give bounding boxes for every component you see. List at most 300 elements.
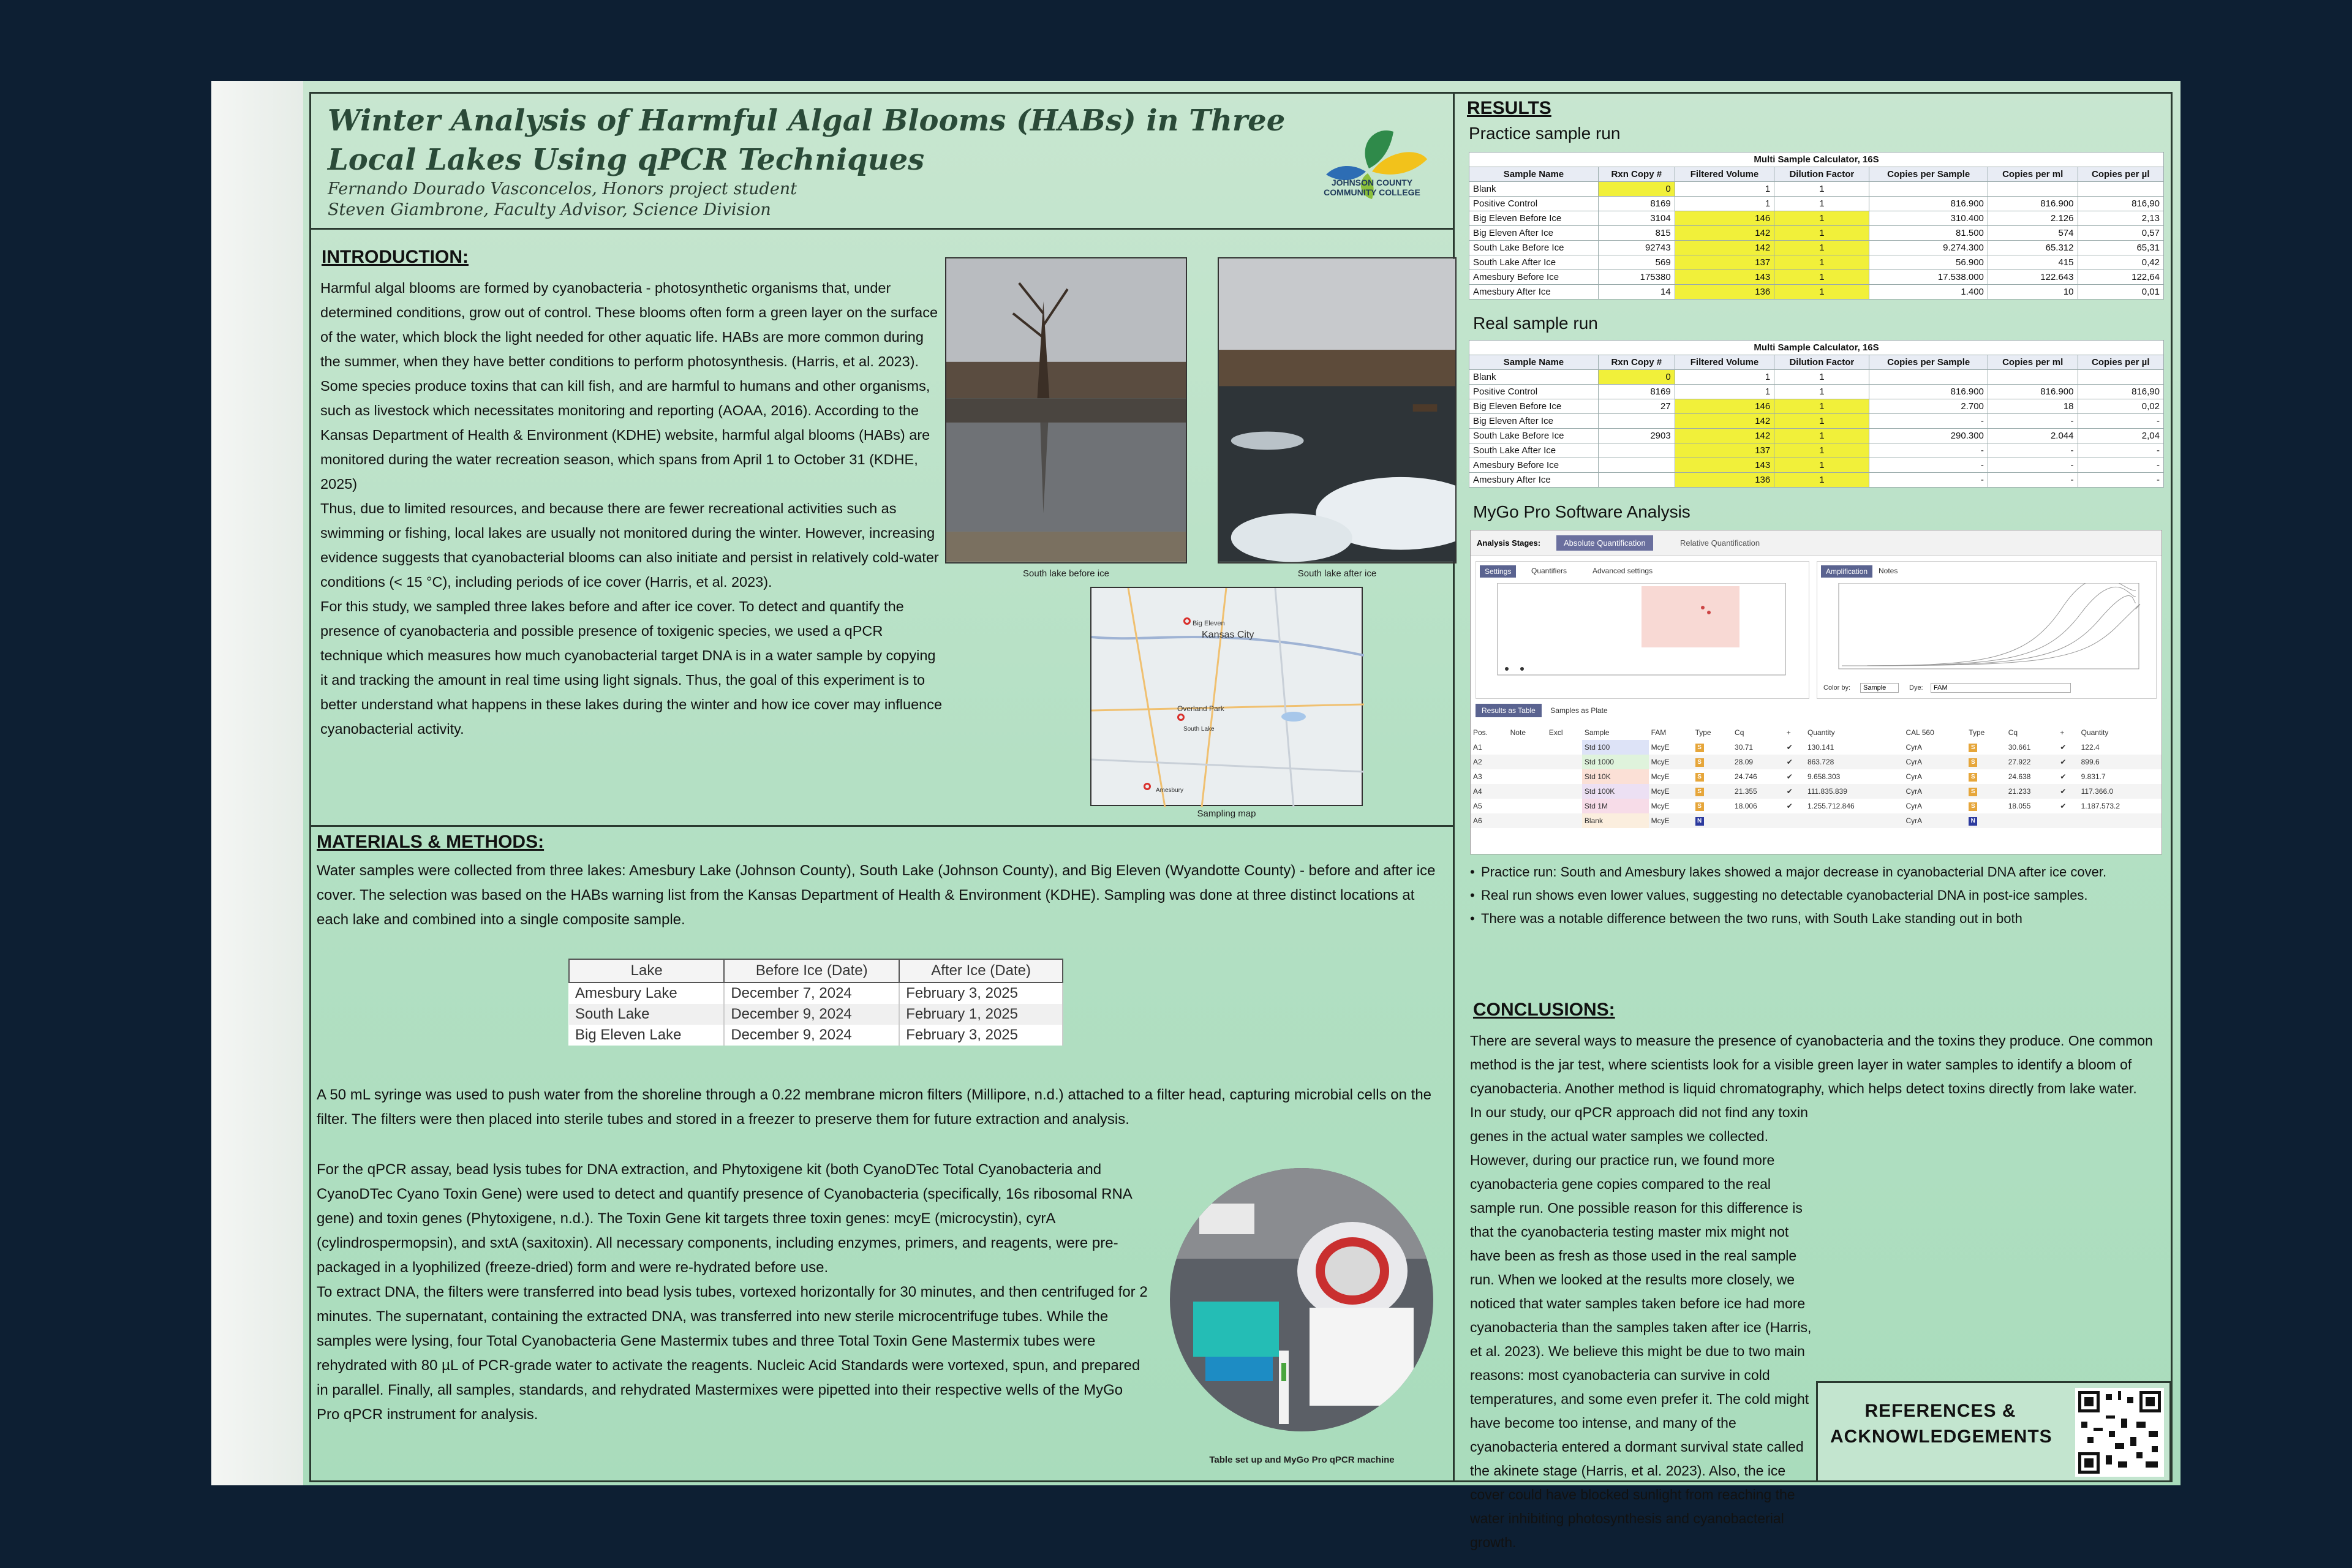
table-cell: 1.187.573.2 [2081,802,2120,810]
methods-intro-text: Water samples were collected from three lakes: Amesbury Lake (Johnson County), South Lake (Johnson County), and Big Eleven (Wyandotte County) - before and after ice cover. The selection was based on the HABs warning list from the Kansas Department of Health & Environment (KDHE). Sampling was done at three distinct locations at each lake and combined into a single composite sample. [317,862,1436,928]
table-cell: 1 [1774,385,1869,399]
type-badge: S [1969,788,1977,796]
table-cell: 24.638 [2008,772,2031,781]
table-cell [1598,443,1675,458]
type-badge: N [1695,817,1704,826]
table-cell: 816.900 [1988,385,2078,399]
table-cell: December 7, 2024 [724,982,899,1004]
table-cell: 0,02 [2078,399,2164,414]
lake-table-header: After Ice (Date) [899,959,1063,982]
table-cell [1508,740,1547,755]
sampling-map [1090,587,1363,806]
table-cell: 816.900 [1869,385,1988,399]
tab-results-as-table: Results as Table [1476,704,1542,717]
table-cell: 1 [1774,197,1869,211]
methods-heading: MATERIALS & METHODS: [317,832,545,852]
table-cell: 137 [1675,255,1774,270]
settings-panel [1476,561,1809,699]
calc-header: Copies per µl [2078,355,2164,370]
table-cell: - [1988,443,2078,458]
software-results-header [1471,725,2162,740]
table-cell [2079,813,2162,828]
software-header-cell: + [1786,728,1791,737]
table-row [1469,255,2164,270]
table-cell: Std 100 [1582,740,1649,755]
table-row [1469,370,2164,385]
table-cell: ✔ [1784,784,1805,799]
map-label-big-eleven: Big Eleven [1193,620,1225,627]
table-cell: South Lake [569,1004,724,1025]
table-cell: 2903 [1598,429,1675,443]
table-cell: 30.661 [2008,743,2031,752]
map-label-amesbury: Amesbury [1156,787,1184,794]
calc-header: Sample Name [1469,355,1599,370]
table-cell: CyrA [1903,784,1966,799]
table-cell [1966,784,2005,799]
table-cell: McyE [1649,755,1693,769]
table-cell: A5 [1473,802,1482,810]
table-cell: - [2078,443,2164,458]
table-cell: 27.922 [2006,755,2058,769]
table-cell: 0,42 [2078,255,2164,270]
tab-absolute-quantification: Absolute Quantification [1556,535,1653,551]
results-bullet-1: • Practice run: South and Amesbury lakes showed a major decrease in cyanobacterial DNA after ice cover. [1470,861,2168,884]
table-cell [1547,740,1582,755]
table-cell: CyrA [1903,755,1966,769]
table-cell: 143 [1675,270,1774,285]
table-cell: 9.831.7 [2081,772,2106,781]
tab-samples-as-plate: Samples as Plate [1550,706,1608,715]
lake-table-header: Before Ice (Date) [724,959,899,982]
analysis-stages-label: Analysis Stages: [1477,538,1541,548]
results-bullets [1470,861,2168,930]
table-cell [1869,370,1988,385]
calc-caption: Multi Sample Calculator, 16S [1469,153,2164,167]
table-row [1469,399,2164,414]
software-header-cell: Note [1510,728,1526,737]
table-cell: 111.835.839 [1805,784,1904,799]
amplification-button: Amplification [1821,565,1872,578]
table-cell: 21.355 [1732,784,1784,799]
table-cell [1693,740,1732,755]
table-cell: 310.400 [1869,211,1988,226]
table-cell: 899.6 [2079,755,2162,769]
table-cell [1966,769,2005,784]
software-header-cell: Pos. [1473,728,1488,737]
table-cell: 142 [1675,414,1774,429]
table-cell: CyrA [1905,743,1923,752]
table-row[interactable] [1471,799,2162,813]
methods-qpcr-text [317,1158,1150,1427]
tab-relative-quantification: Relative Quantification [1680,538,1760,548]
table-cell: A4 [1471,784,1508,799]
table-row [1469,429,2164,443]
table-cell: 136 [1675,285,1774,300]
table-cell: Amesbury After Ice [1469,473,1599,488]
qr-code-icon[interactable] [2075,1388,2164,1477]
software-results-body [1471,740,2162,828]
real-run-table [1469,340,2164,488]
table-cell: 1 [1774,370,1869,385]
table-cell [1805,813,1904,828]
table-row [1469,241,2164,255]
software-header-cell: Cq [1735,728,1744,737]
results-bullet-2: • Real run shows even lower values, suggesting no detectable cyanobacterial DNA in post-ice samples. [1470,884,2168,907]
table-row [569,982,1063,1004]
table-cell: February 3, 2025 [899,1025,1063,1046]
table-cell: 816,90 [2078,197,2164,211]
table-row[interactable] [1471,784,2162,799]
author-advisor: Steven Giambrone, Faculty Advisor, Science Division [328,200,771,219]
table-row [1469,182,2164,197]
table-cell: 137 [1675,443,1774,458]
type-badge: S [1969,773,1977,782]
real-table-body [1469,370,2164,488]
lake-table-header-row [569,959,1063,982]
table-row [1469,385,2164,399]
intro-paragraph-1: Harmful algal blooms are formed by cyanobacteria - photosynthetic organisms that, under determined conditions, grow out of control. These blooms often form a green layer on the surface of the water, which block the light needed for other aquatic life. HABs are more common during the summer, when they have better conditions to perform photosynthesis. (Harris, et al. 2023). [320,280,938,369]
table-cell: Blank [1469,182,1599,197]
table-cell: Std 1M [1582,799,1649,813]
table-cell: Blank [1469,370,1599,385]
table-cell: ✔ [2060,743,2067,752]
software-header-cell: Excl [1548,728,1563,737]
table-cell [1966,799,2005,813]
map-pin-south-lake [1177,714,1185,721]
table-cell: Amesbury Before Ice [1469,458,1599,473]
table-cell: ✔ [1786,743,1793,752]
table-cell: 0,01 [2078,285,2164,300]
real-table-header-row [1469,355,2164,370]
table-cell: 136 [1675,473,1774,488]
south-lake-before-ice-photo [945,257,1187,564]
college-logo-text: JOHNSON COUNTY COMMUNITY COLLEGE [1324,178,1420,197]
type-badge: S [1969,744,1977,752]
table-cell: 815 [1598,226,1675,241]
table-cell: Std 100K [1582,784,1649,799]
table-cell: 1 [1774,399,1869,414]
table-row[interactable] [1471,813,2162,828]
table-cell: ✔ [2060,802,2067,810]
calc-header: Filtered Volume [1675,167,1774,182]
table-cell: 1 [1774,255,1869,270]
table-cell: December 9, 2024 [724,1025,899,1046]
caption-sampling-map: Sampling map [1197,809,1256,819]
table-cell [1508,813,1547,828]
table-cell: 0,57 [2078,226,2164,241]
table-cell: Positive Control [1469,385,1599,399]
table-cell: ✔ [1786,772,1793,781]
real-table-caption-row [1469,341,2164,355]
table-cell: - [2078,473,2164,488]
table-cell: 146 [1675,211,1774,226]
table-row [569,1004,1063,1025]
table-cell: 816,90 [2078,385,2164,399]
table-cell: Amesbury Lake [569,982,724,1004]
table-cell: 2,04 [2078,429,2164,443]
calc-header: Copies per Sample [1869,167,1988,182]
table-cell: February 1, 2025 [899,1004,1063,1025]
table-cell: February 3, 2025 [899,982,1063,1004]
table-cell: ✔ [2060,772,2067,781]
table-row[interactable] [1471,755,2162,769]
table-cell [1508,784,1547,799]
software-results-table [1471,725,2162,828]
table-row [1469,443,2164,458]
methods-assay-paragraph: For the qPCR assay, bead lysis tubes for DNA extraction, and Phytoxigene kit (both CyanoDTec Total Cyanobacteria and CyanoDTec Cyano Toxin Gene) were used to detect and quantify presence of Cyanobacteria (specifically, 16s ribosomal RNA gene) and toxin genes (Phytoxigene, n.d.). The Toxin Gene kit targets three toxin genes: mcyE (microcystin), cyrA (cylindrospermopsin), and sxtA (saxitoxin). All necessary components, including enzymes, primers, and reagents, were pre-packaged in a lyophilized (freeze-dried) form and were re-hydrated before use. [317,1161,1132,1276]
table-cell [1869,182,1988,197]
table-row [1469,197,2164,211]
table-cell: December 9, 2024 [724,1004,899,1025]
table-cell: 1 [1675,385,1774,399]
real-run-title: Real sample run [1473,314,1598,333]
calc-header: Copies per µl [2078,167,2164,182]
table-cell: 1 [1774,443,1869,458]
qpcr-machine-photo [1169,1167,1435,1433]
practice-table-caption-row [1469,153,2164,167]
poster-title: Winter Analysis of Harmful Algal Blooms (HABs) in Three Local Lakes Using qPCR Techniques [328,104,1286,177]
conclusions-heading: CONCLUSIONS: [1473,1000,1615,1020]
table-cell: - [2078,414,2164,429]
software-header-cell: FAM [1651,728,1667,737]
table-cell [1966,813,2005,828]
type-badge: S [1695,773,1704,782]
table-cell [1693,769,1732,784]
standard-curve-plot-icon [1488,583,1795,693]
table-cell: 8169 [1598,197,1675,211]
table-row [1469,473,2164,488]
table-cell: 3104 [1598,211,1675,226]
table-cell: 2,13 [2078,211,2164,226]
table-cell [2057,813,2078,828]
table-cell: 1 [1774,270,1869,285]
table-cell: Std 1000 [1582,755,1649,769]
table-cell [1508,769,1547,784]
table-cell: 92743 [1598,241,1675,255]
introduction-text [320,276,945,741]
table-cell: - [1869,458,1988,473]
software-header-cell: Quantity [1807,728,1835,737]
notes-label: Notes [1879,567,1898,575]
table-cell [2078,182,2164,197]
results-heading: RESULTS [1467,98,1551,118]
table-cell: CyrA [1905,802,1923,810]
amplification-curves-icon [1830,583,2148,675]
table-cell: 2.700 [1869,399,1988,414]
map-pin-amesbury [1144,783,1151,790]
table-cell: 122.643 [1988,270,2078,285]
table-cell: 30.71 [1735,743,1754,752]
type-badge: S [1695,758,1704,767]
table-row[interactable] [1471,769,2162,784]
quantifiers-button: Quantifiers [1531,567,1567,575]
table-cell: 142 [1675,241,1774,255]
table-cell: 1 [1774,285,1869,300]
table-cell: Big Eleven After Ice [1469,414,1599,429]
table-cell: 18.006 [1735,802,1757,810]
table-cell [1508,755,1547,769]
table-cell: McyE [1651,772,1670,781]
table-cell: 142 [1675,226,1774,241]
references-box [1816,1381,2171,1482]
practice-table-header-row [1469,167,2164,182]
software-header-cell: Cq [2008,728,2018,737]
table-cell: 415 [1988,255,2078,270]
methods-filtration-text: A 50 mL syringe was used to push water from the shoreline through a 0.22 membrane micron filters (Millipore, n.d.) attached to a filter head, capturing microbial cells on the filter. The filters were then placed into sterile tubes and stored in a freezer to preserve them for future extraction and analysis. [317,1087,1432,1128]
table-cell: 1 [1675,182,1774,197]
color-by-label: Color by: [1823,684,1851,692]
table-cell: ✔ [1786,802,1793,810]
table-row [1469,285,2164,300]
lake-dates-table [568,959,1063,1046]
authors [328,179,1185,221]
table-cell: Big Eleven Before Ice [1469,399,1599,414]
conclusions-paragraph-1: There are several ways to measure the presence of cyanobacteria and the toxins they produce. One common method is the jar test, where scientists look for a visible green layer in water samples to identify a bloom of cyanobacteria. Another method is liquid chromatography, which helps detect toxins directly from lake water. [1470,1033,2153,1096]
color-by-select: Sample [1860,683,1899,693]
table-cell [1547,769,1582,784]
table-cell: 117.366.0 [2079,784,2162,799]
table-cell [1693,784,1732,799]
table-cell: A6 [1471,813,1508,828]
software-stage-bar [1471,530,2162,556]
software-analysis-title: MyGo Pro Software Analysis [1473,502,1691,521]
table-cell: ✔ [2057,755,2078,769]
mygo-software-screenshot [1470,530,2162,854]
table-cell: 27 [1598,399,1675,414]
practice-run-title: Practice sample run [1469,124,1621,143]
table-cell: 122.4 [2081,743,2100,752]
table-row[interactable] [1471,740,2162,755]
table-cell [1598,414,1675,429]
table-cell: 130.141 [1807,743,1834,752]
table-cell [1598,473,1675,488]
software-header-cell: Type [1969,728,1985,737]
references-title: REFERENCES & ACKNOWLEDGEMENTS [1830,1401,2052,1447]
table-cell: 10 [1988,285,2078,300]
table-cell [1547,813,1582,828]
table-cell [1508,799,1547,813]
table-cell: 24.746 [1735,772,1757,781]
table-cell [1966,755,2005,769]
table-cell: 65,31 [2078,241,2164,255]
table-cell: 146 [1675,399,1774,414]
table-cell: 18.055 [2008,802,2031,810]
table-cell: CyrA [1903,813,1966,828]
table-cell: 574 [1988,226,2078,241]
table-cell: - [1869,443,1988,458]
table-cell: 2.126 [1988,211,2078,226]
table-cell: 17.538.000 [1869,270,1988,285]
table-cell: - [1988,458,2078,473]
table-cell [1732,813,1784,828]
calc-header: Copies per ml [1988,167,2078,182]
table-cell: McyE [1651,802,1670,810]
table-cell: Big Eleven Lake [569,1025,724,1046]
table-cell: 1 [1774,211,1869,226]
table-cell: 1 [1774,182,1869,197]
intro-paragraph-4: For this study, we sampled three lakes before and after ice cover. To detect and quantify the presence of cyanobacteria and possible presence of toxigenic species, we used a qPCR technique which measures how much cyanobacterial target DNA is in a water sample by copying it and tracking the amount in real time using light signals. Thus, the goal of this experiment is to better understand what happens in these lakes during the winter and how ice cover may influence cyanobacterial activity. [320,598,943,737]
calc-header: Rxn Copy # [1598,167,1675,182]
table-cell: 1.255.712.846 [1807,802,1855,810]
table-cell: 21.233 [2006,784,2058,799]
table-cell: 816.900 [1988,197,2078,211]
intro-divider [309,825,1455,827]
table-cell: 0 [1598,370,1675,385]
table-cell: South Lake After Ice [1469,443,1599,458]
software-header-cell: Sample [1584,728,1610,737]
table-cell: 1 [1774,226,1869,241]
type-badge: S [1969,758,1977,767]
type-badge: N [1969,817,1977,826]
table-cell: 122,64 [2078,270,2164,285]
settings-button: Settings [1480,565,1516,578]
table-cell: Blank [1582,813,1649,828]
intro-paragraph-2: Some species produce toxins that can kill fish, and are harmful to humans and other organisms, such as livestock which necessitates monitoring and reporting (AOAA, 2016). According to the Kansas Department of Health & Environment (KDHE) website, harmful algal blooms (HABs) are monitored during the water recreation season, which spans from April 1 to October 31 (KDHE, 2025) [320,378,930,492]
amplification-panel [1817,561,2157,699]
table-cell: - [1988,473,2078,488]
practice-table-body [1469,182,2164,300]
table-cell: 0 [1598,182,1675,197]
table-cell: South Lake After Ice [1469,255,1599,270]
table-cell: Big Eleven After Ice [1469,226,1599,241]
table-cell: 290.300 [1869,429,1988,443]
table-cell [1693,799,1732,813]
table-cell [1547,755,1582,769]
south-lake-after-ice-photo [1218,257,1457,564]
calc-header: Filtered Volume [1675,355,1774,370]
table-cell: - [1869,414,1988,429]
poster-left-margin [211,81,303,1485]
table-cell: McyE [1649,813,1693,828]
software-header-cell: Type [1695,728,1711,737]
software-header-cell: + [2060,728,2065,737]
table-cell: 1 [1774,414,1869,429]
table-cell: 8169 [1598,385,1675,399]
table-cell: 1 [1774,473,1869,488]
type-badge: S [1695,802,1704,811]
results-tabs [1476,705,1614,721]
calc-header: Copies per ml [1988,355,2078,370]
table-cell: Std 10K [1582,769,1649,784]
table-cell: Big Eleven Before Ice [1469,211,1599,226]
table-cell: Amesbury Before Ice [1469,270,1599,285]
table-cell: - [2078,458,2164,473]
table-cell: A3 [1473,772,1482,781]
table-cell: 1 [1774,429,1869,443]
table-cell [1547,799,1582,813]
table-cell: Amesbury After Ice [1469,285,1599,300]
calc-header: Rxn Copy # [1598,355,1675,370]
table-cell: 9.658.303 [1807,772,1841,781]
table-cell: 65.312 [1988,241,2078,255]
table-cell: 1.400 [1869,285,1988,300]
type-badge: S [1969,802,1977,811]
table-cell: 1 [1675,370,1774,385]
type-badge: S [1695,744,1704,752]
table-cell [1693,755,1732,769]
map-label-south-lake: South Lake [1183,726,1215,733]
table-cell [1988,370,2078,385]
table-cell: 816.900 [1869,197,1988,211]
table-cell: Positive Control [1469,197,1599,211]
table-cell: - [1869,473,1988,488]
calc-caption: Multi Sample Calculator, 16S [1469,341,2164,355]
calc-header: Dilution Factor [1774,167,1869,182]
table-row [569,1025,1063,1046]
table-cell [2006,813,2058,828]
table-cell [1988,182,2078,197]
caption-before-ice: South lake before ice [1023,568,1109,579]
